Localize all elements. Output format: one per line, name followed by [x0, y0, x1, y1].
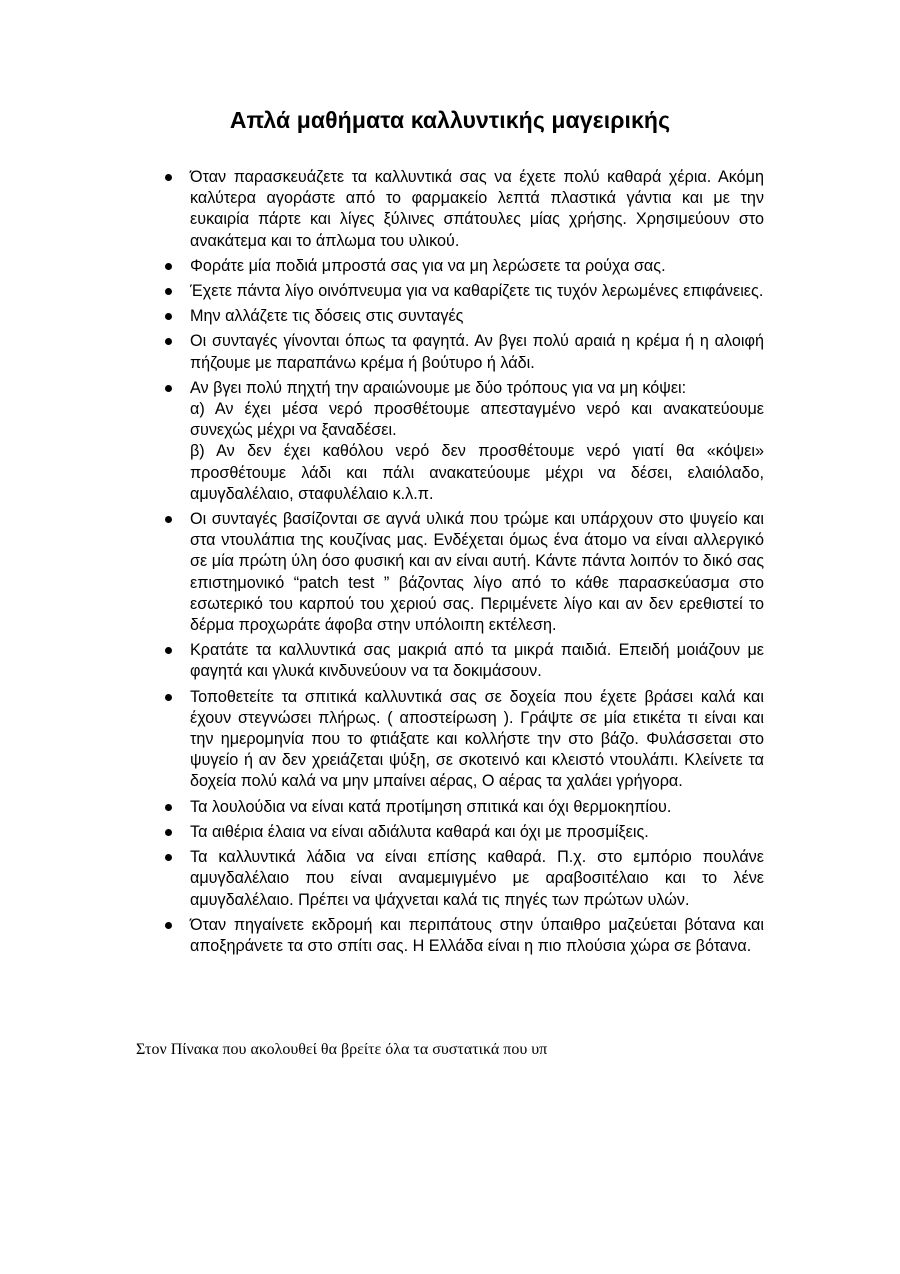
- list-item: [190, 640, 764, 682]
- list-item-subtext: α) Αν έχει μέσα νερό προσθέτουμε απεσταγμένο νερό και ανακατεύουμε συνεχώς μέχρι να ξαναδέσει.: [190, 400, 764, 440]
- page-title: Απλά μαθήματα καλλυντικής μαγειρικής: [229, 107, 671, 133]
- list-item: [190, 509, 764, 636]
- list-item-text: Τοποθετείτε τα σπιτικά καλλυντικά σας σε δοχεία που έχετε βράσει καλά και έχουν στεγνώσει πλήρως. ( αποστείρωση ). Γράψτε σε μία ετικέτα τι είναι και την ημερομηνία που το φτιάξατε και κολλήστε την στο βάζο. Φυλάσσεται στο ψυγείο ή αν δεν χρειάζεται ψύξη, σε σκοτεινό και κλειστό ντουλάπι. Κλείνετε τα δοχεία πολύ καλά να μην μπαίνει αέρας, Ο αέρας τα χαλάει γρήγορα.: [190, 687, 764, 791]
- list-item: [190, 256, 764, 277]
- list-item-subtext: β) Αν δεν έχει καθόλου νερό δεν προσθέτουμε νερό γιατί θα «κόψει» προσθέτουμε λάδι και πάλι ανακατεύουμε μέχρι να δέσει, ελαιόλαδο, αμυγδαλέλαιο, σταφυλέλαιο κ.λ.π.: [190, 442, 764, 503]
- list-item: [190, 331, 764, 373]
- list-item-text: Όταν πηγαίνετε εκδρομή και περιπάτους στην ύπαιθρο μαζεύεται βότανα και αποξηράνετε τα στο σπίτι σας. Η Ελλάδα είναι η πιο πλούσια χώρα σε βότανα.: [190, 915, 764, 955]
- list-item: [190, 378, 764, 505]
- list-item-text: Έχετε πάντα λίγο οινόπνευμα για να καθαρίζετε τις τυχόν λερωμένες επιφάνειες.: [190, 282, 764, 301]
- list-item: [190, 822, 764, 843]
- list-item-text: Οι συνταγές γίνονται όπως τα φαγητά. Αν βγει πολύ αραιά η κρέμα ή η αλοιφή πήζουμε με παραπάνω κρέμα ή βούτυρο ή λάδι.: [190, 332, 764, 372]
- list-item: [190, 797, 764, 818]
- list-item: [190, 281, 764, 302]
- list-item: [190, 847, 764, 911]
- list-item-text: Κρατάτε τα καλλυντικά σας μακριά από τα μικρά παιδιά. Επειδή μοιάζουν με φαγητά και γλυκά κινδυνεύουν να τα δοκιμάσουν.: [190, 641, 764, 681]
- list-item-text: Τα καλλυντικά λάδια να είναι επίσης καθαρά. Π.χ. στο εμπόριο πουλάνε αμυγδαλέλαιο που είναι αναμεμιγμένο με αραβοσιτέλαιο και το λένε αμυγδαλέλαιο. Πρέπει να ψάχνεται καλά τις πηγές των πρώτων υλών.: [190, 848, 764, 909]
- list-item-text: Τα αιθέρια έλαια να είναι αδιάλυτα καθαρά και όχι με προσμίξεις.: [190, 822, 649, 841]
- list-item-text: Οι συνταγές βασίζονται σε αγνά υλικά που τρώμε και υπάρχουν στο ψυγείο και στα ντουλάπια της κουζίνας μας. Ενδέχεται όμως ένα άτομο να είναι αλλεργικό σε μία πρώτη ύλη όσο φυσική και αν είναι αυτή. Κάντε πάντα λοιπόν το δικό σας επιστημονικό “patch test ” βάζοντας λίγο από το κάθε παρασκεύασμα στο εσωτερικό του καρπού του χεριού σας. Περιμένετε λίγο και αν δεν ερεθιστεί το δέρμα προχωράτε άφοβα στην υπόλοιπη εκτέλεση.: [190, 510, 764, 635]
- list-item: [190, 167, 764, 252]
- list-item-text: Τα λουλούδια να είναι κατά προτίμηση σπιτικά και όχι θερμοκηπίου.: [190, 797, 672, 816]
- list-item: [190, 687, 764, 793]
- list-item: [190, 306, 764, 327]
- list-item-text: Όταν παρασκευάζετε τα καλλυντικά σας να έχετε πολύ καθαρά χέρια. Ακόμη καλύτερα αγοράστε από το φαρμακείο λεπτά πλαστικά γάντια και με την ευκαιρία πάρτε και λίγες ξύλινες σπάτουλες μίας χρήσης. Χρησιμεύουν στο ανακάτεμα και το άπλωμα του υλικού.: [190, 168, 764, 250]
- list-item: [190, 915, 764, 957]
- bullet-list: [190, 167, 764, 961]
- list-item-text: Μην αλλάζετε τις δόσεις στις συνταγές: [190, 307, 464, 326]
- footer-text: Στον Πίνακα που ακολουθεί θα βρείτε όλα τα συστατικά που υπ: [136, 1041, 548, 1058]
- list-item-text: Φοράτε μία ποδιά μπροστά σας για να μη λερώσετε τα ρούχα σας.: [190, 256, 666, 275]
- list-item-text: Αν βγει πολύ πηχτή την αραιώνουμε με δύο τρόπους για να μη κόψει:: [190, 378, 687, 397]
